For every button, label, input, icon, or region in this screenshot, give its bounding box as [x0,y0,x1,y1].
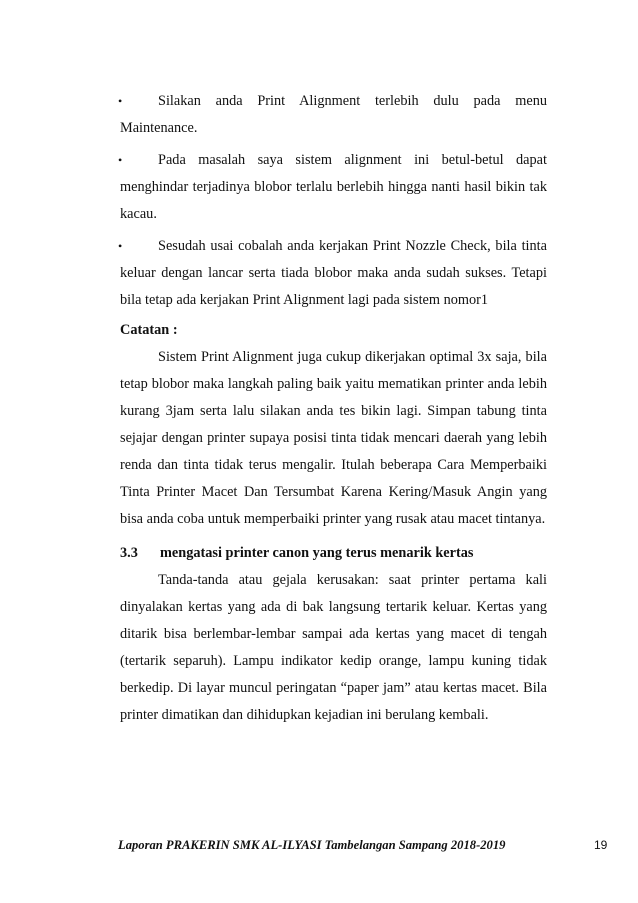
page-footer: Laporan PRAKERIN SMK AL-ILYASI Tambelangan Sampang 2018-2019 [118,838,506,852]
page-body [120,88,547,729]
bullet-icon: • [118,239,123,253]
section-heading [120,540,547,567]
bullet-item [120,147,547,228]
section-number: 3.3 [120,545,138,561]
bullet-icon: • [118,153,123,167]
bullet-item [120,88,547,142]
note-paragraph: Sistem Print Alignment juga cukup dikerjakan optimal 3x saja, bila tetap blobor maka langkah paling baik yaitu mematikan printer anda lebih kurang 3jam serta lalu silakan anda tes bikin lagi. Simpan tabung tinta sejajar dengan printer supaya posisi tinta tidak mencari daerah yang lebih renda dan tinta tidak terus mengalir. Itulah beberapa Cara Memperbaiki Tinta Printer Macet Dan Tersumbat Karena Kering/Masuk Angin yang bisa anda coba untuk memperbaiki printer yang rusak atau macet tintanya. [120,349,547,527]
note-heading: Catatan : [120,322,178,338]
bullet-text: Pada masalah saya sistem alignment ini betul-betul dapat menghindar terjadinya blobor terlalu berlebih hingga nanti hasil bikin tak kacau. [120,152,547,222]
bullet-item [120,233,547,314]
bullet-icon: • [118,94,123,108]
page-number: 19 [594,838,608,852]
section-paragraph: Tanda-tanda atau gejala kerusakan: saat printer pertama kali dinyalakan kertas yang ada di bak langsung tertarik keluar. Kertas yang ditarik bisa berlembar-lembar sampai ada kertas yang macet di tengah (tertarik separuh). Lampu indikator kedip orange, lampu kuning tidak berkedip. Di layar muncul peringatan “paper jam” atau kertas macet. Bila printer dimatikan dan dihidupkan kejadian ini berulang kembali. [120,572,547,723]
bullet-text: Silakan anda Print Alignment terlebih dulu pada menu Maintenance. [120,93,547,136]
bullet-text: Sesudah usai cobalah anda kerjakan Print Nozzle Check, bila tinta keluar dengan lancar serta tiada blobor maka anda sudah sukses. Tetapi bila tetap ada kerjakan Print Alignment lagi pada sistem nomor1 [120,238,547,308]
section-title: mengatasi printer canon yang terus menarik kertas [160,545,474,561]
